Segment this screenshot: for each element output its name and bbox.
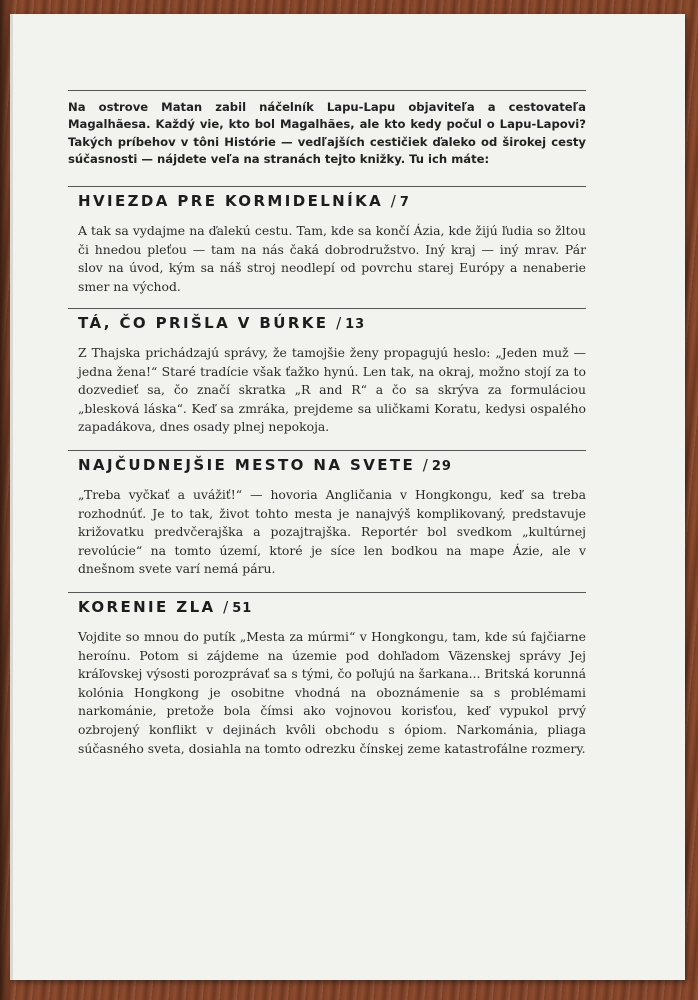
section-text: A tak sa vydajme na ďalekú cestu. Tam, kde sa končí Ázia, kde žijú ľudia so žltou či hnedou pleťou — tam na nás čaká dobrodružstvo. Iný kraj — iný mrav. Pár slov na úvod, kým sa náš stroj neodlepí od povrchu starej Európy a nenaberie smer na východ. xyxy=(78,223,586,294)
section-divider xyxy=(68,186,586,187)
section-divider xyxy=(68,450,586,451)
section-title: NAJČUDNEJŠIE MESTO NA SVETE xyxy=(78,456,416,474)
section-page-number: 7 xyxy=(399,195,410,210)
section-najcudnejsie xyxy=(68,450,586,579)
section-page-number: 29 xyxy=(431,459,452,474)
section-title: TÁ, ČO PRIŠLA V BÚRKE xyxy=(78,314,329,332)
section-page-number: 13 xyxy=(345,317,366,332)
section-heading: KORENIE ZLA / 51 xyxy=(78,598,253,616)
section-text: Z Thajska prichádzajú správy, že tamojšie ženy propagujú heslo: „Jeden muž — jedna žena!“ Staré tradície však ťažko hynú. Len tak, na okraj, možno stojí za to dozvedieť sa, čo značí skratka „R and R“ a čo sa skrýva za formuláciou „blesková láska“. Keď sa zmráka, prejdeme sa uličkami Koratu, kedysi ospalého zapadákova, dnes osady plnej nepokoja. xyxy=(78,345,586,435)
section-heading: HVIEZDA PRE KORMIDELNÍKA / 7 xyxy=(78,192,410,210)
section-title: KORENIE ZLA xyxy=(78,598,216,616)
page-edge-shadow xyxy=(0,0,10,1000)
section-ta-co-prisla xyxy=(68,308,586,437)
section-korenie-zla xyxy=(68,592,586,758)
intro-paragraph: Na ostrove Matan zabil náčelník Lapu-Lapu objaviteľa a cestovateľa Magalhãesa. Každý vie, kto bol Magalhães, ale kto kedy počul o Lapu-Lapovi? Takých príbehov v tôni Histórie — vedľajších cestičiek ďaleko od širokej cesty súčasnosti — nájdete veľa na stranách tejto knižky. Tu ich máte: xyxy=(68,90,586,169)
section-text: Vojdite so mnou do putík „Mesta za múrmi“ v Hongkongu, tam, kde sú fajčiarne heroínu. Potom si zájdeme na územie pod dohľadom Väzenskej správy Jej kráľovskej výsosti porozprávať sa s tými, čo poľujú na šarkana... Britská korunná kolónia Hongkong je osobitne vhodná na oboznámenie sa s problémami narkománie, pretože bola čímsi ako vojnovou korisťou, keď vypukol prvý ozbrojený konflikt v dejinách kvôli obchodu s ópiom. Narkománia, pliaga súčasného sveta, dosiahla na tomto odrezku čínskej zeme katastrofálne rozmery. xyxy=(78,629,586,756)
section-text: „Treba vyčkať a uvážiť!“ — hovoria Angličania v Hongkongu, keď sa treba rozhodnúť. Je to tak, život tohto mesta je nanajvýš komplikovaný, predstavuje križovatku predvčerajška a pozajtrajška. Reportér bol svedkom „kultúrnej revolúcie“ na tomto území, ktoré je síce len bodkou na mape Ázie, ale v dnešnom svete varí nemá páru. xyxy=(78,487,586,577)
section-heading: NAJČUDNEJŠIE MESTO NA SVETE / 29 xyxy=(78,456,452,474)
section-page-number: 51 xyxy=(232,601,253,616)
section-divider xyxy=(68,592,586,593)
section-hviezda xyxy=(68,186,586,296)
section-title: HVIEZDA PRE KORMIDELNÍKA xyxy=(78,192,384,210)
section-heading: TÁ, ČO PRIŠLA V BÚRKE / 13 xyxy=(78,314,366,332)
section-divider xyxy=(68,308,586,309)
